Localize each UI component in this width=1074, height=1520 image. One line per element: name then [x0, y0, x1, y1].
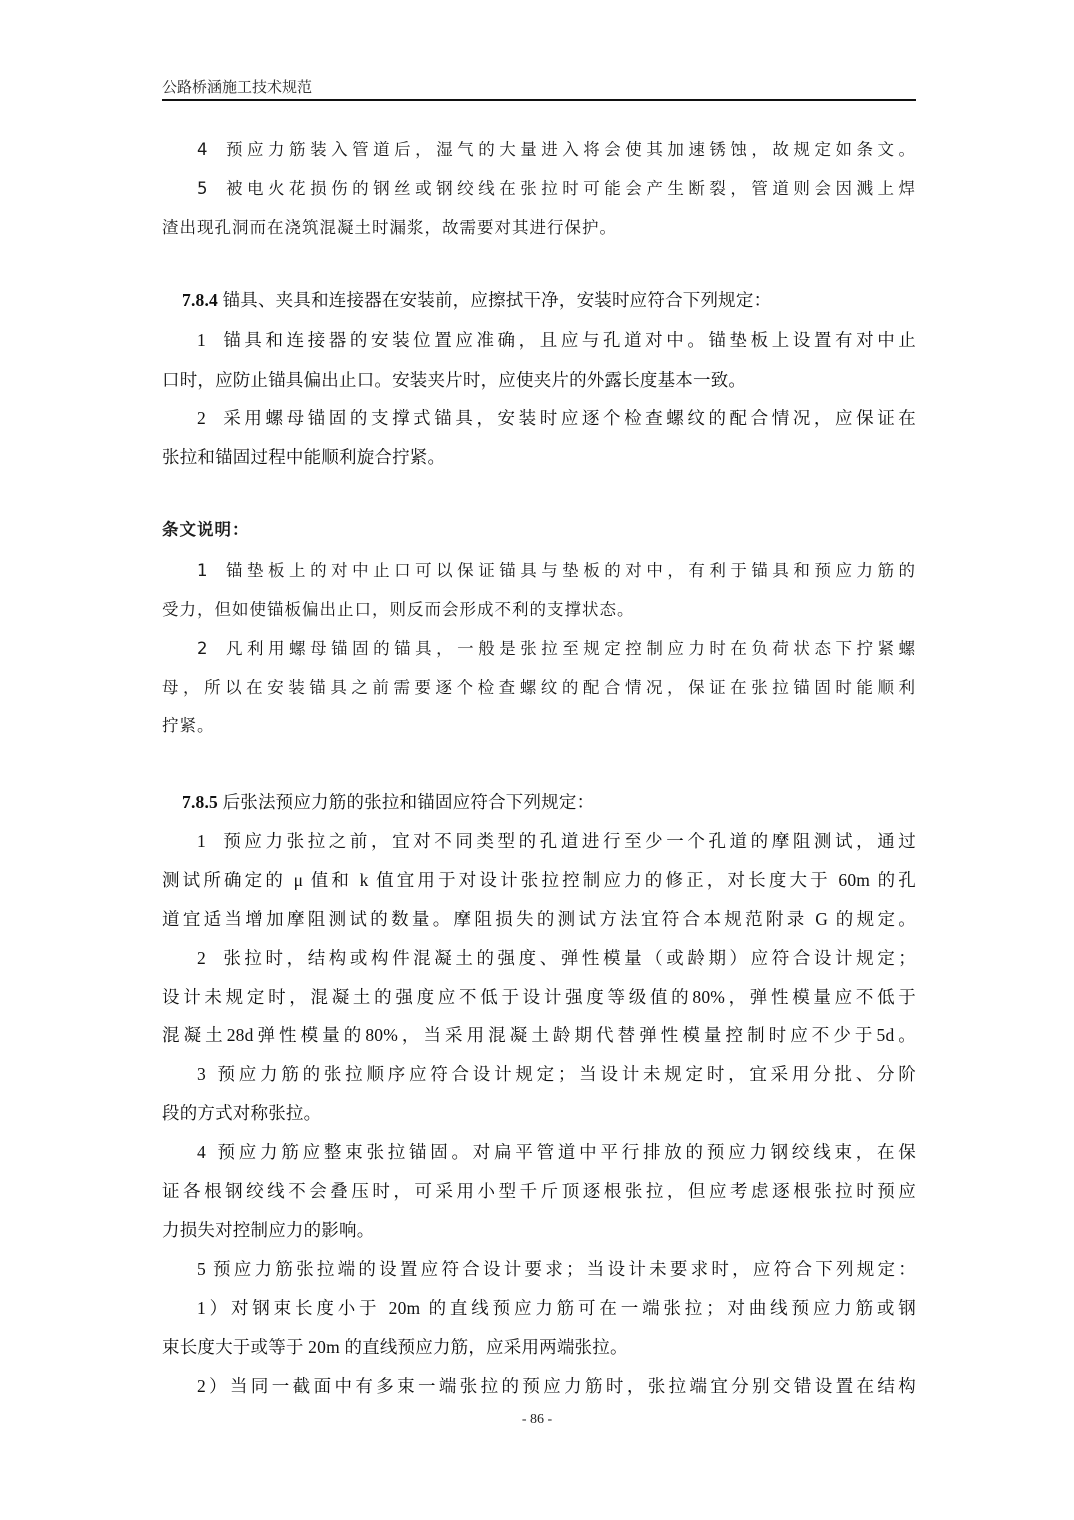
item-text: 凡利用螺母锚固的锚具，一般是张拉至规定控制应力时在负荷状态下拧紧螺	[222, 639, 916, 658]
commentary-heading: 条文说明：	[162, 520, 250, 539]
commentary-item-1-cont: 受力，但如使锚板偏出止口，则反而会形成不利的支撑状态。	[162, 600, 635, 619]
clause-7-8-4-2-cont: 张拉和锚固过程中能顺利旋合拧紧。	[162, 447, 446, 467]
commentary-item-1	[197, 557, 916, 585]
item-text: 预应力筋的张拉顺序应符合设计规定；当设计未规定时，宜采用分批、分阶	[213, 1064, 916, 1084]
item-text: 被电火花损伤的钢丝或钢绞线在张拉时可能会产生断裂，管道则会因溅上焊	[222, 179, 916, 198]
clause-7-8-5-5-sub1	[197, 1294, 916, 1322]
commentary-item-2-cont2: 拧紧。	[162, 716, 215, 735]
clause-7-8-5-4-cont: 证各根钢绞线不会叠压时，可采用小型千斤顶逐根张拉，但应考虑逐根张拉时预应	[162, 1181, 916, 1201]
item-text: 当同一截面中有多束一端张拉的预应力筋时，张拉端宜分别交错设置在结构	[230, 1376, 916, 1396]
item-number: 1	[197, 330, 206, 350]
item-number: 1	[197, 561, 209, 580]
clause-7-8-5-1-cont: 测试所确定的 μ 值和 k 值宜用于对设计张拉控制应力的修正，对长度大于 60m 的孔	[162, 870, 916, 890]
page-number: - 86 -	[521, 1412, 553, 1427]
item-number: 1	[197, 831, 206, 851]
item-number: 2	[197, 408, 206, 428]
item-number: 4	[197, 140, 209, 159]
section-title: 后张法预应力筋的张拉和锚固应符合下列规定：	[222, 792, 595, 812]
header-rule	[162, 99, 916, 101]
item-number: 2	[197, 639, 209, 658]
item-number: 4	[197, 1142, 206, 1162]
section-number: 7.8.4	[182, 290, 218, 310]
clause-7-8-5-5	[197, 1255, 916, 1283]
clause-7-8-5-2	[197, 944, 916, 972]
commentary-item-4	[197, 136, 916, 164]
item-number: 3	[197, 1064, 206, 1084]
item-number: 5	[197, 179, 209, 198]
clause-7-8-5-4-cont2: 力损失对控制应力的影响。	[162, 1220, 375, 1240]
clause-7-8-4-1-cont: 口时，应防止锚具偏出止口。安装夹片时，应使夹片的外露长度基本一致。	[162, 370, 747, 390]
clause-7-8-5-5-sub1-cont: 束长度大于或等于 20m 的直线预应力筋，应采用两端张拉。	[162, 1337, 628, 1357]
commentary-item-2-cont: 母，所以在安装锚具之前需要逐个检查螺纹的配合情况，保证在张拉锚固时能顺利	[162, 678, 916, 697]
clause-7-8-4-1	[197, 326, 916, 354]
item-text: 预应力筋应整束张拉锚固。对扁平管道中平行排放的预应力钢绞线束，在保	[213, 1142, 916, 1162]
clause-7-8-5-4	[197, 1138, 916, 1166]
item-text: 张拉时，结构或构件混凝土的强度、弹性模量（或龄期）应符合设计规定；	[219, 948, 916, 968]
running-header: 公路桥涵施工技术规范	[162, 80, 313, 96]
section-number: 7.8.5	[182, 792, 218, 812]
section-title: 锚具、夹具和连接器在安装前，应擦拭干净，安装时应符合下列规定：	[222, 290, 772, 310]
clause-7-8-5-1	[197, 827, 916, 855]
clause-7-8-4-2	[197, 404, 916, 432]
item-text: 锚具和连接器的安装位置应准确，且应与孔道对中。锚垫板上设置有对中止	[219, 330, 916, 350]
section-7-8-5-heading	[182, 788, 916, 816]
clause-7-8-5-2-cont2: 混凝土28d弹性模量的80%，当采用混凝土龄期代替弹性模量控制时应不少于5d。	[162, 1025, 916, 1045]
item-text: 采用螺母锚固的支撑式锚具，安装时应逐个检查螺纹的配合情况，应保证在	[219, 408, 916, 428]
item-text: 预应力张拉之前，宜对不同类型的孔道进行至少一个孔道的摩阻测试，通过	[219, 831, 916, 851]
clause-7-8-5-5-sub2	[197, 1372, 916, 1400]
item-number: 5	[197, 1259, 206, 1279]
item-text: 预应力筋张拉端的设置应符合设计要求；当设计未要求时，应符合下列规定：	[209, 1259, 916, 1279]
item-number: 2	[197, 948, 206, 968]
section-7-8-4-heading	[182, 286, 916, 314]
clause-7-8-5-3	[197, 1060, 916, 1088]
item-text: 锚垫板上的对中止口可以保证锚具与垫板的对中，有利于锚具和预应力筋的	[222, 561, 916, 580]
item-text: 预应力筋装入管道后，湿气的大量进入将会使其加速锈蚀，故规定如条文。	[222, 140, 916, 159]
commentary-item-2	[197, 635, 916, 663]
item-text: 对钢束长度小于 20m 的直线预应力筋可在一端张拉；对曲线预应力筋或钢	[230, 1298, 916, 1318]
clause-7-8-5-3-cont: 段的方式对称张拉。	[162, 1103, 322, 1123]
commentary-item-5	[197, 175, 916, 203]
clause-7-8-5-2-cont: 设计未规定时，混凝土的强度应不低于设计强度等级值的80%，弹性模量应不低于	[162, 987, 916, 1007]
commentary-item-5-cont: 渣出现孔洞而在浇筑混凝土时漏浆，故需要对其进行保护。	[162, 218, 617, 237]
clause-7-8-5-1-cont2: 道宜适当增加摩阻测试的数量。摩阻损失的测试方法宜符合本规范附录 G 的规定。	[162, 909, 916, 929]
sub-item-number: 1）	[197, 1298, 231, 1318]
sub-item-number: 2）	[197, 1376, 231, 1396]
